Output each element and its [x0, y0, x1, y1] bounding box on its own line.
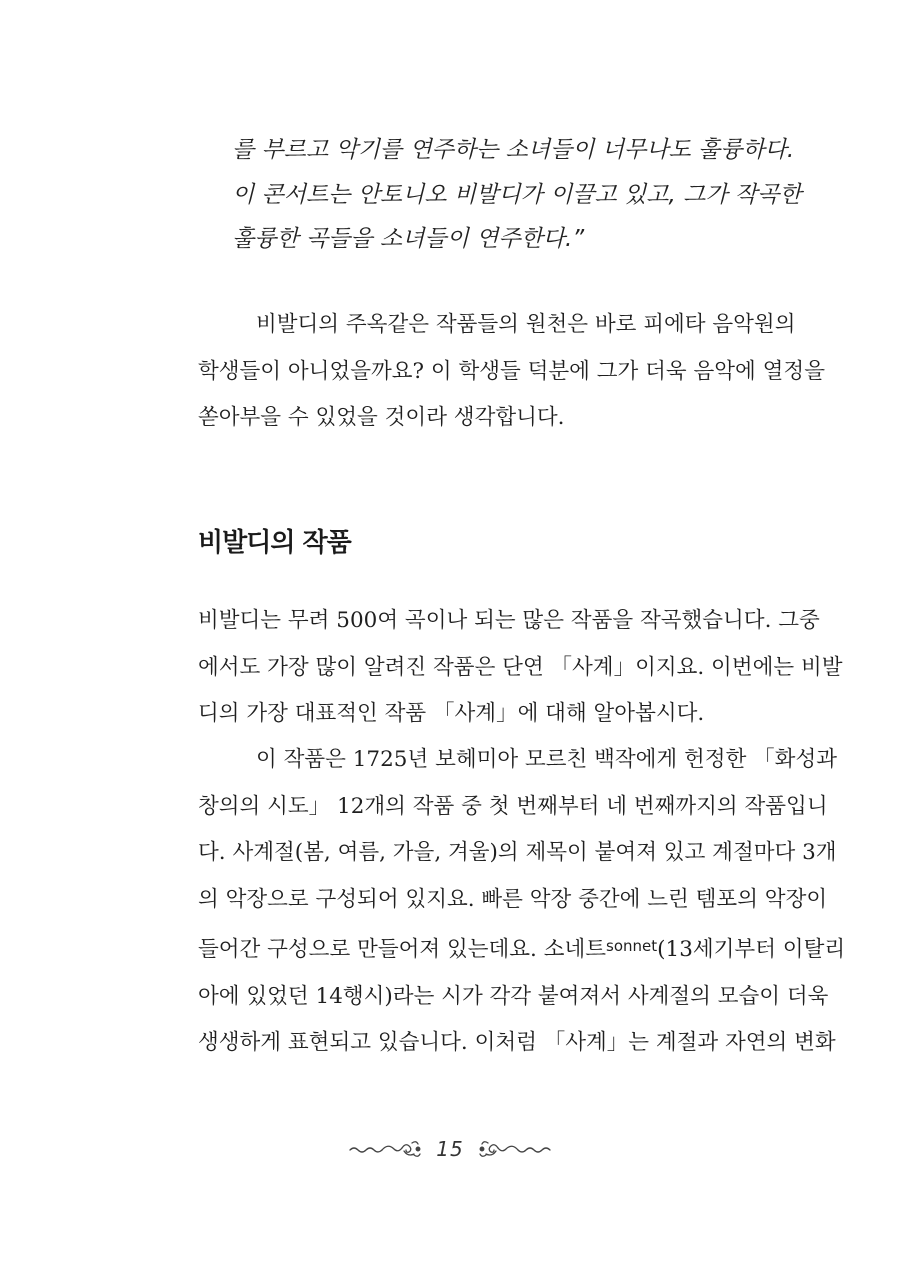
paragraph-line: 학생들이 아니었을까요? 이 학생들 덕분에 그가 더욱 음악에 열정을 [198, 358, 825, 384]
paragraph-line: 쏟아부을 수 있었을 것이라 생각합니다. [198, 405, 565, 430]
paragraph-line: 이 작품은 1725년 보헤미아 모르친 백작에게 헌정한 「화성과 [256, 747, 837, 772]
paragraph-works-intro [198, 598, 843, 738]
line-text: 들어간 구성으로 만들어져 있는데요. 소네트 [198, 937, 607, 962]
paragraph-line: 디의 가장 대표적인 작품 「사계」에 대해 알아봅시다. [198, 701, 705, 726]
sonnet-annotation: sonnet [606, 937, 658, 955]
ornament-right-icon [478, 1137, 552, 1161]
line-text: (13세기부터 이탈리 [657, 937, 846, 962]
quote-line: 이 콘서트는 안토니오 비발디가 이끌고 있고, 그가 작곡한 [232, 181, 802, 208]
paragraph-line: 아에 있었던 14행시)라는 시가 각각 붙여져서 사계절의 모습이 더욱 [198, 983, 829, 1009]
page-footer [0, 1134, 900, 1164]
ornament-left-icon [348, 1137, 422, 1161]
paragraph-line: 다. 사계절(봄, 여름, 가을, 겨울)의 제목이 붙여져 있고 계절마다 3개 [198, 840, 837, 865]
quote-line: 를 부르고 악기를 연주하는 소녀들이 너무나도 훌륭하다. [232, 137, 795, 163]
quote-block [232, 128, 802, 262]
paragraph-line: 비발디는 무려 500여 곡이나 되는 많은 작품을 작곡했습니다. 그중 [198, 608, 820, 633]
paragraph-line: 생생하게 표현되고 있습니다. 이처럼 「사계」는 계절과 자연의 변화 [198, 1030, 836, 1055]
paragraph-line: 의 악장으로 구성되어 있지요. 빠른 악장 중간에 느린 템포의 악장이 [198, 886, 828, 912]
paragraph-line: 비발디의 주옥같은 작품들의 원천은 바로 피에타 음악원의 [256, 312, 796, 337]
paragraph-four-seasons [198, 737, 846, 1067]
page-number: 15 [436, 1137, 464, 1161]
paragraph-pieta-students [198, 302, 825, 442]
section-heading: 비발디의 작품 [198, 528, 351, 558]
paragraph-line [198, 923, 846, 974]
paragraph-line: 에서도 가장 많이 알려진 작품은 단연 「사계」이지요. 이번에는 비발 [198, 654, 843, 680]
quote-line: 훌륭한 곡들을 소녀들이 연주한다.” [232, 226, 585, 252]
paragraph-line: 창의의 시도」 12개의 작품 중 첫 번째부터 네 번째까지의 작품입니 [198, 793, 828, 819]
